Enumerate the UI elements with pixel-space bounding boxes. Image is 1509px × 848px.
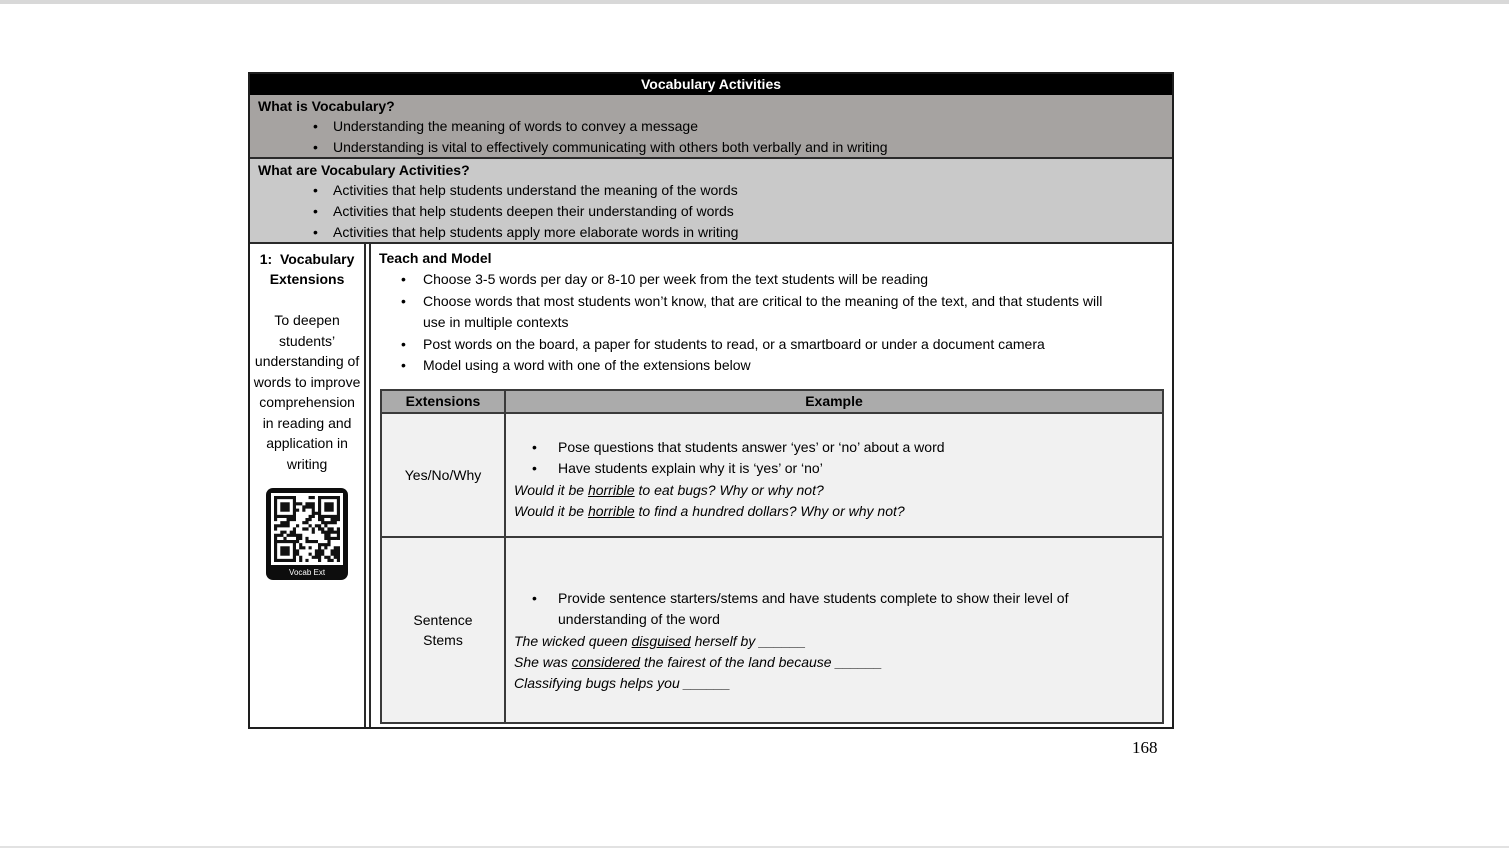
section-what-are-vocabulary-activities xyxy=(250,159,1172,244)
sentence-fragment: She was xyxy=(514,653,572,670)
bullet-text: Choose words that most students won’t know, that are critical to the meaning of the text, and that students will use in multiple contexts xyxy=(423,292,1103,330)
bullet-text: Pose questions that students answer ‘yes’ or ‘no’ about a word xyxy=(558,438,945,455)
underlined-word: horrible xyxy=(587,481,635,498)
bullet-icon: • xyxy=(313,203,318,219)
vocabulary-activities-table xyxy=(248,72,1174,729)
teach-and-model-bullets xyxy=(379,269,1164,377)
bullet-item xyxy=(258,116,1164,137)
activity-row xyxy=(250,244,1172,727)
sentence-fragment: to find a hundred dollars? Why or why not? xyxy=(634,502,905,519)
bullet-text: Understanding the meaning of words to convey a message xyxy=(333,118,698,134)
example-sentence xyxy=(506,631,1162,652)
bullet-text: Provide sentence starters/stems and have students complete to show their level of understanding of the word xyxy=(558,589,1069,627)
extension-name: Sentence Stems xyxy=(413,611,473,648)
bullet-text: Activities that help students apply more elaborate words in writing xyxy=(333,224,739,240)
bullet-icon: • xyxy=(401,335,406,352)
bullet-text: Choose 3-5 words per day or 8-10 per week from the text students will be reading xyxy=(423,271,929,287)
column-header-example: Example xyxy=(505,390,1163,413)
example-sentence xyxy=(506,673,1162,694)
teach-and-model-heading: Teach and Model xyxy=(379,250,492,266)
underlined-word: considered xyxy=(571,653,641,670)
bullet-item xyxy=(379,269,1164,291)
activity-title: 1: Vocabulary Extensions xyxy=(259,251,355,287)
table-row xyxy=(381,537,1163,723)
table-header-row xyxy=(381,390,1163,413)
sentence-fragment: Would it be xyxy=(514,481,588,498)
bullet-icon: • xyxy=(313,224,318,240)
bullet-text: Have students explain why it is ‘yes’ or ‘no’ xyxy=(558,460,823,476)
example-sentence xyxy=(506,480,1162,501)
bullet-icon: • xyxy=(401,357,406,373)
activity-label-cell xyxy=(250,244,366,727)
page-top-edge xyxy=(0,0,1509,4)
example-sentence xyxy=(506,501,1162,522)
extension-example-cell xyxy=(505,413,1163,537)
bullet-text: Post words on the board, a paper for students to read, or a smartboard or under a document camera xyxy=(423,335,1045,352)
bullet-text: Activities that help students deepen their understanding of words xyxy=(333,203,734,219)
qr-pattern xyxy=(274,496,340,562)
bullet-icon: • xyxy=(401,271,406,287)
bullet-icon: • xyxy=(401,292,406,309)
section-heading: What is Vocabulary? xyxy=(258,98,395,114)
qr-code-label: Vocab Ext xyxy=(289,568,326,577)
section-what-is-vocabulary xyxy=(250,95,1172,159)
bullet-item xyxy=(258,201,1164,222)
example-sentence xyxy=(506,652,1162,673)
underlined-word: horrible xyxy=(587,502,635,519)
bullet-text: Model using a word with one of the extensions below xyxy=(423,357,751,373)
extension-name-cell xyxy=(381,537,505,723)
sentence-fragment: The wicked queen xyxy=(514,632,632,649)
bullet-item xyxy=(506,458,1162,480)
table-row xyxy=(381,413,1163,537)
bullet-item xyxy=(379,291,1164,334)
bullet-item xyxy=(506,437,1162,459)
bullet-item xyxy=(506,588,1162,631)
bullet-icon: • xyxy=(532,589,537,606)
extension-example-cell xyxy=(505,537,1163,723)
extension-name-cell: Yes/No/Why xyxy=(381,413,505,537)
sentence-fragment: the fairest of the land because ______ xyxy=(640,653,883,670)
qr-code-card xyxy=(266,488,348,580)
activity-purpose: To deepen students’ understanding of words to improve comprehension in reading and application in writing xyxy=(253,312,361,472)
underlined-word: disguised xyxy=(631,632,691,649)
bullet-item xyxy=(379,355,1164,377)
bullet-icon: • xyxy=(532,438,537,455)
bullet-icon: • xyxy=(313,118,318,134)
bullet-item xyxy=(258,137,1164,158)
bullet-icon: • xyxy=(313,139,318,155)
bullet-icon: • xyxy=(313,182,318,198)
bullet-text: Understanding is vital to effectively communicating with others both verbally and in writing xyxy=(333,139,888,155)
extensions-example-table xyxy=(380,389,1164,724)
qr-code xyxy=(271,493,343,565)
page-number: 168 xyxy=(1132,738,1158,757)
bullet-item xyxy=(379,334,1164,356)
teach-and-model-cell xyxy=(369,244,1172,727)
bullet-item xyxy=(258,222,1164,243)
column-header-extensions: Extensions xyxy=(381,390,505,413)
sentence-fragment: Would it be xyxy=(514,502,588,519)
sentence-fragment: Classifying bugs helps you ______ xyxy=(514,674,731,691)
section-heading: What are Vocabulary Activities? xyxy=(258,162,470,178)
bullet-item xyxy=(258,180,1164,201)
sentence-fragment: herself by ______ xyxy=(690,632,806,649)
bullet-icon: • xyxy=(532,460,537,476)
document-title-bar: Vocabulary Activities xyxy=(250,74,1172,95)
bullet-text: Activities that help students understand the meaning of the words xyxy=(333,182,738,198)
sentence-fragment: to eat bugs? Why or why not? xyxy=(634,481,824,498)
